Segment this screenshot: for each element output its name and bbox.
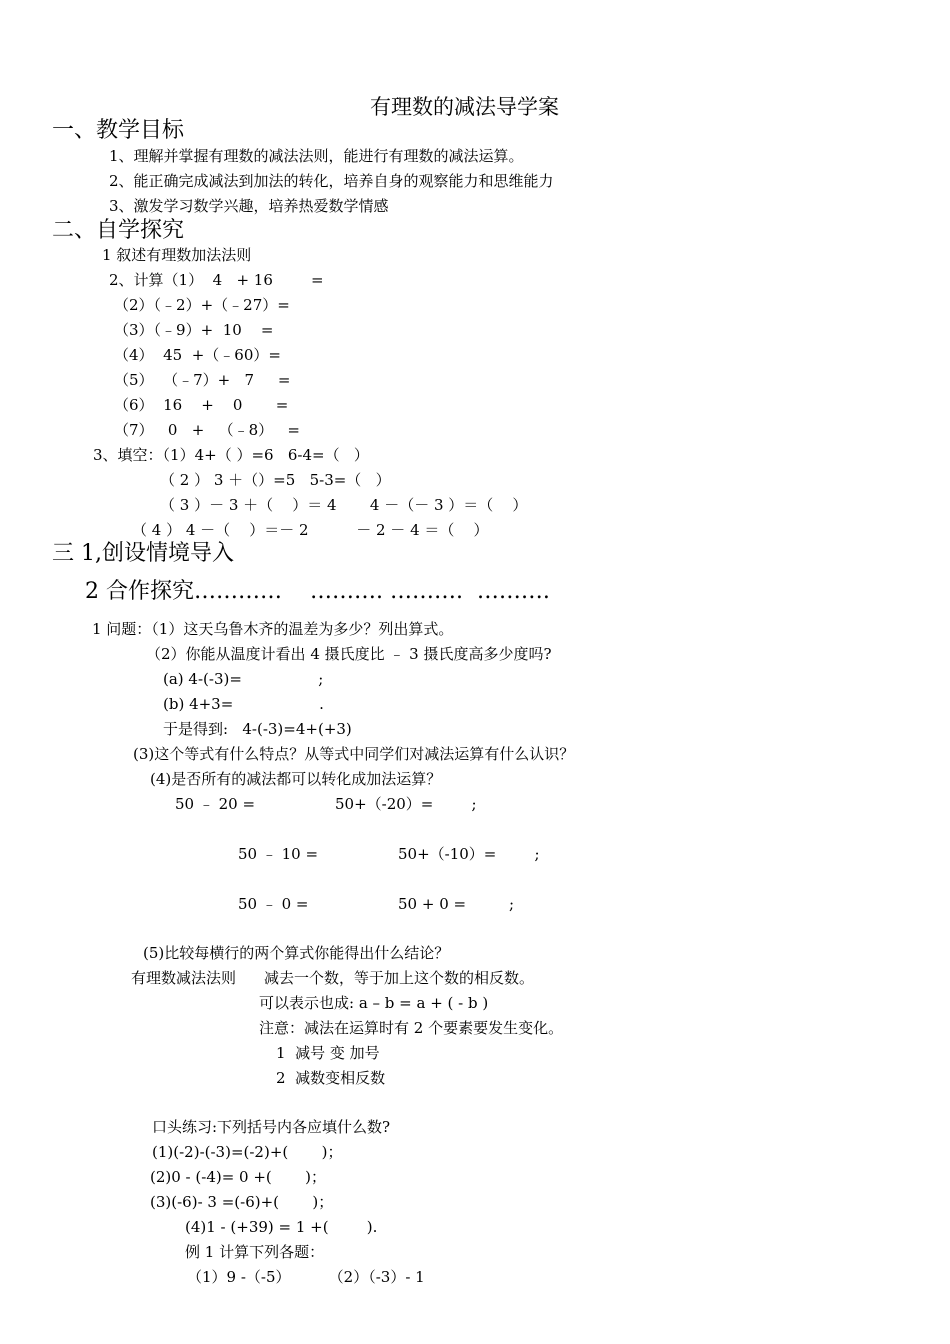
equation-left: 50 ﹣ 0 = — [238, 895, 309, 913]
equation-left: 50 ﹣ 20 = — [175, 795, 256, 813]
oral-item: (4)1 - (+39) = 1 +( ). — [185, 1218, 378, 1236]
oral-item: (3)(-6)- 3 =(-6)+( )； — [150, 1193, 334, 1211]
rule-note: 注意：减法在运算时有 2 个要素要发生变化。 — [259, 1019, 564, 1037]
fill-line: 3、填空：（1）4+（ ）=6 6-4=（ ） — [93, 446, 369, 464]
rule-text: 减去一个数，等于加上这个数的相反数。 — [264, 969, 535, 987]
calc-line: （7） 0 + （﹣8） = — [114, 421, 300, 439]
equation-right: 50+（-10）= ; — [398, 845, 540, 863]
objective-item: 2、能正确完成减法到加法的转化，培养自身的观察能力和思维能力 — [109, 172, 554, 190]
objective-item: 3、激发学习数学兴趣，培养热爱数学情感 — [109, 197, 389, 215]
example-label: 例 1 计算下列各题： — [185, 1243, 325, 1261]
rule-label: 有理数减法法则 — [131, 969, 237, 987]
fill-line: （ 2 ） 3 ＋（）=5 5-3=（ ） — [160, 471, 391, 489]
rule-change: 1 减号 变 加号 — [276, 1044, 380, 1062]
question-1: 1 叙述有理数加法法则 — [102, 246, 252, 264]
problem-line: 于是得到: 4-(-3)=4+(+3) — [163, 720, 352, 738]
calc-line: （2）（﹣2）+（﹣27）= — [114, 296, 290, 314]
calc-line: （6） 16 + 0 = — [114, 396, 289, 414]
section-heading-self-study: 二、自学探究 — [52, 218, 185, 243]
fill-line: （ 4 ） 4 －（ ）＝－ 2 － 2 － 4 ＝（ ） — [132, 521, 489, 539]
oral-practice-heading: 口头练习:下列括号内各应填什么数? — [152, 1118, 391, 1136]
calc-line: 2、计算（1） 4 + 16 = — [109, 271, 324, 289]
problem-line: (b) 4+3= . — [163, 695, 324, 713]
oral-item: (1)(-2)-(-3)=(-2)+( )； — [152, 1143, 343, 1161]
section-heading-cooperation: 2 合作探究………… ………. ………. ………. — [85, 579, 550, 604]
objective-item: 1、理解并掌握有理数的减法法则，能进行有理数的减法运算。 — [109, 147, 524, 165]
section-heading-objectives: 一、教学目标 — [52, 118, 185, 143]
rule-expression: 可以表示也成: a – b = a + ( - b ) — [259, 994, 489, 1012]
equation-right: 50+（-20）= ; — [335, 795, 477, 813]
problem-line: (3)这个等式有什么特点？从等式中同学们对减法运算有什么认识？ — [133, 745, 575, 763]
equation-right: 50 + 0 = ; — [398, 895, 515, 913]
oral-item: (2)0 - (-4)= 0 +( )； — [150, 1168, 327, 1186]
calc-line: （5） （﹣7）+ 7 = — [114, 371, 291, 389]
fill-line: （ 3 ）－ 3 ＋（ ）＝ 4 4 －（－ 3 ）＝（ ） — [160, 496, 528, 514]
calc-line: （4） 45 +（﹣60）= — [114, 346, 281, 364]
question-5: (5)比较每横行的两个算式你能得出什么结论？ — [143, 944, 450, 962]
rule-change: 2 减数变相反数 — [276, 1069, 386, 1087]
equation-left: 50 ﹣ 10 = — [238, 845, 319, 863]
problem-line: (a) 4-(-3)= ; — [163, 670, 324, 688]
example-items: （1）9 -（-5） （2）（-3）- 1 — [187, 1268, 425, 1286]
problem-line: 1 问题：（1）这天乌鲁木齐的温差为多少？列出算式。 — [92, 620, 454, 638]
section-heading-situation: 三 1,创设情境导入 — [52, 541, 234, 566]
problem-line: （2）你能从温度计看出 4 摄氏度比 ﹣ 3 摄氏度高多少度吗? — [146, 645, 552, 663]
calc-line: （3）（﹣9）+ 10 = — [114, 321, 274, 339]
problem-line: (4)是否所有的减法都可以转化成加法运算？ — [150, 770, 442, 788]
page-title: 有理数的减法导学案 — [370, 95, 559, 119]
